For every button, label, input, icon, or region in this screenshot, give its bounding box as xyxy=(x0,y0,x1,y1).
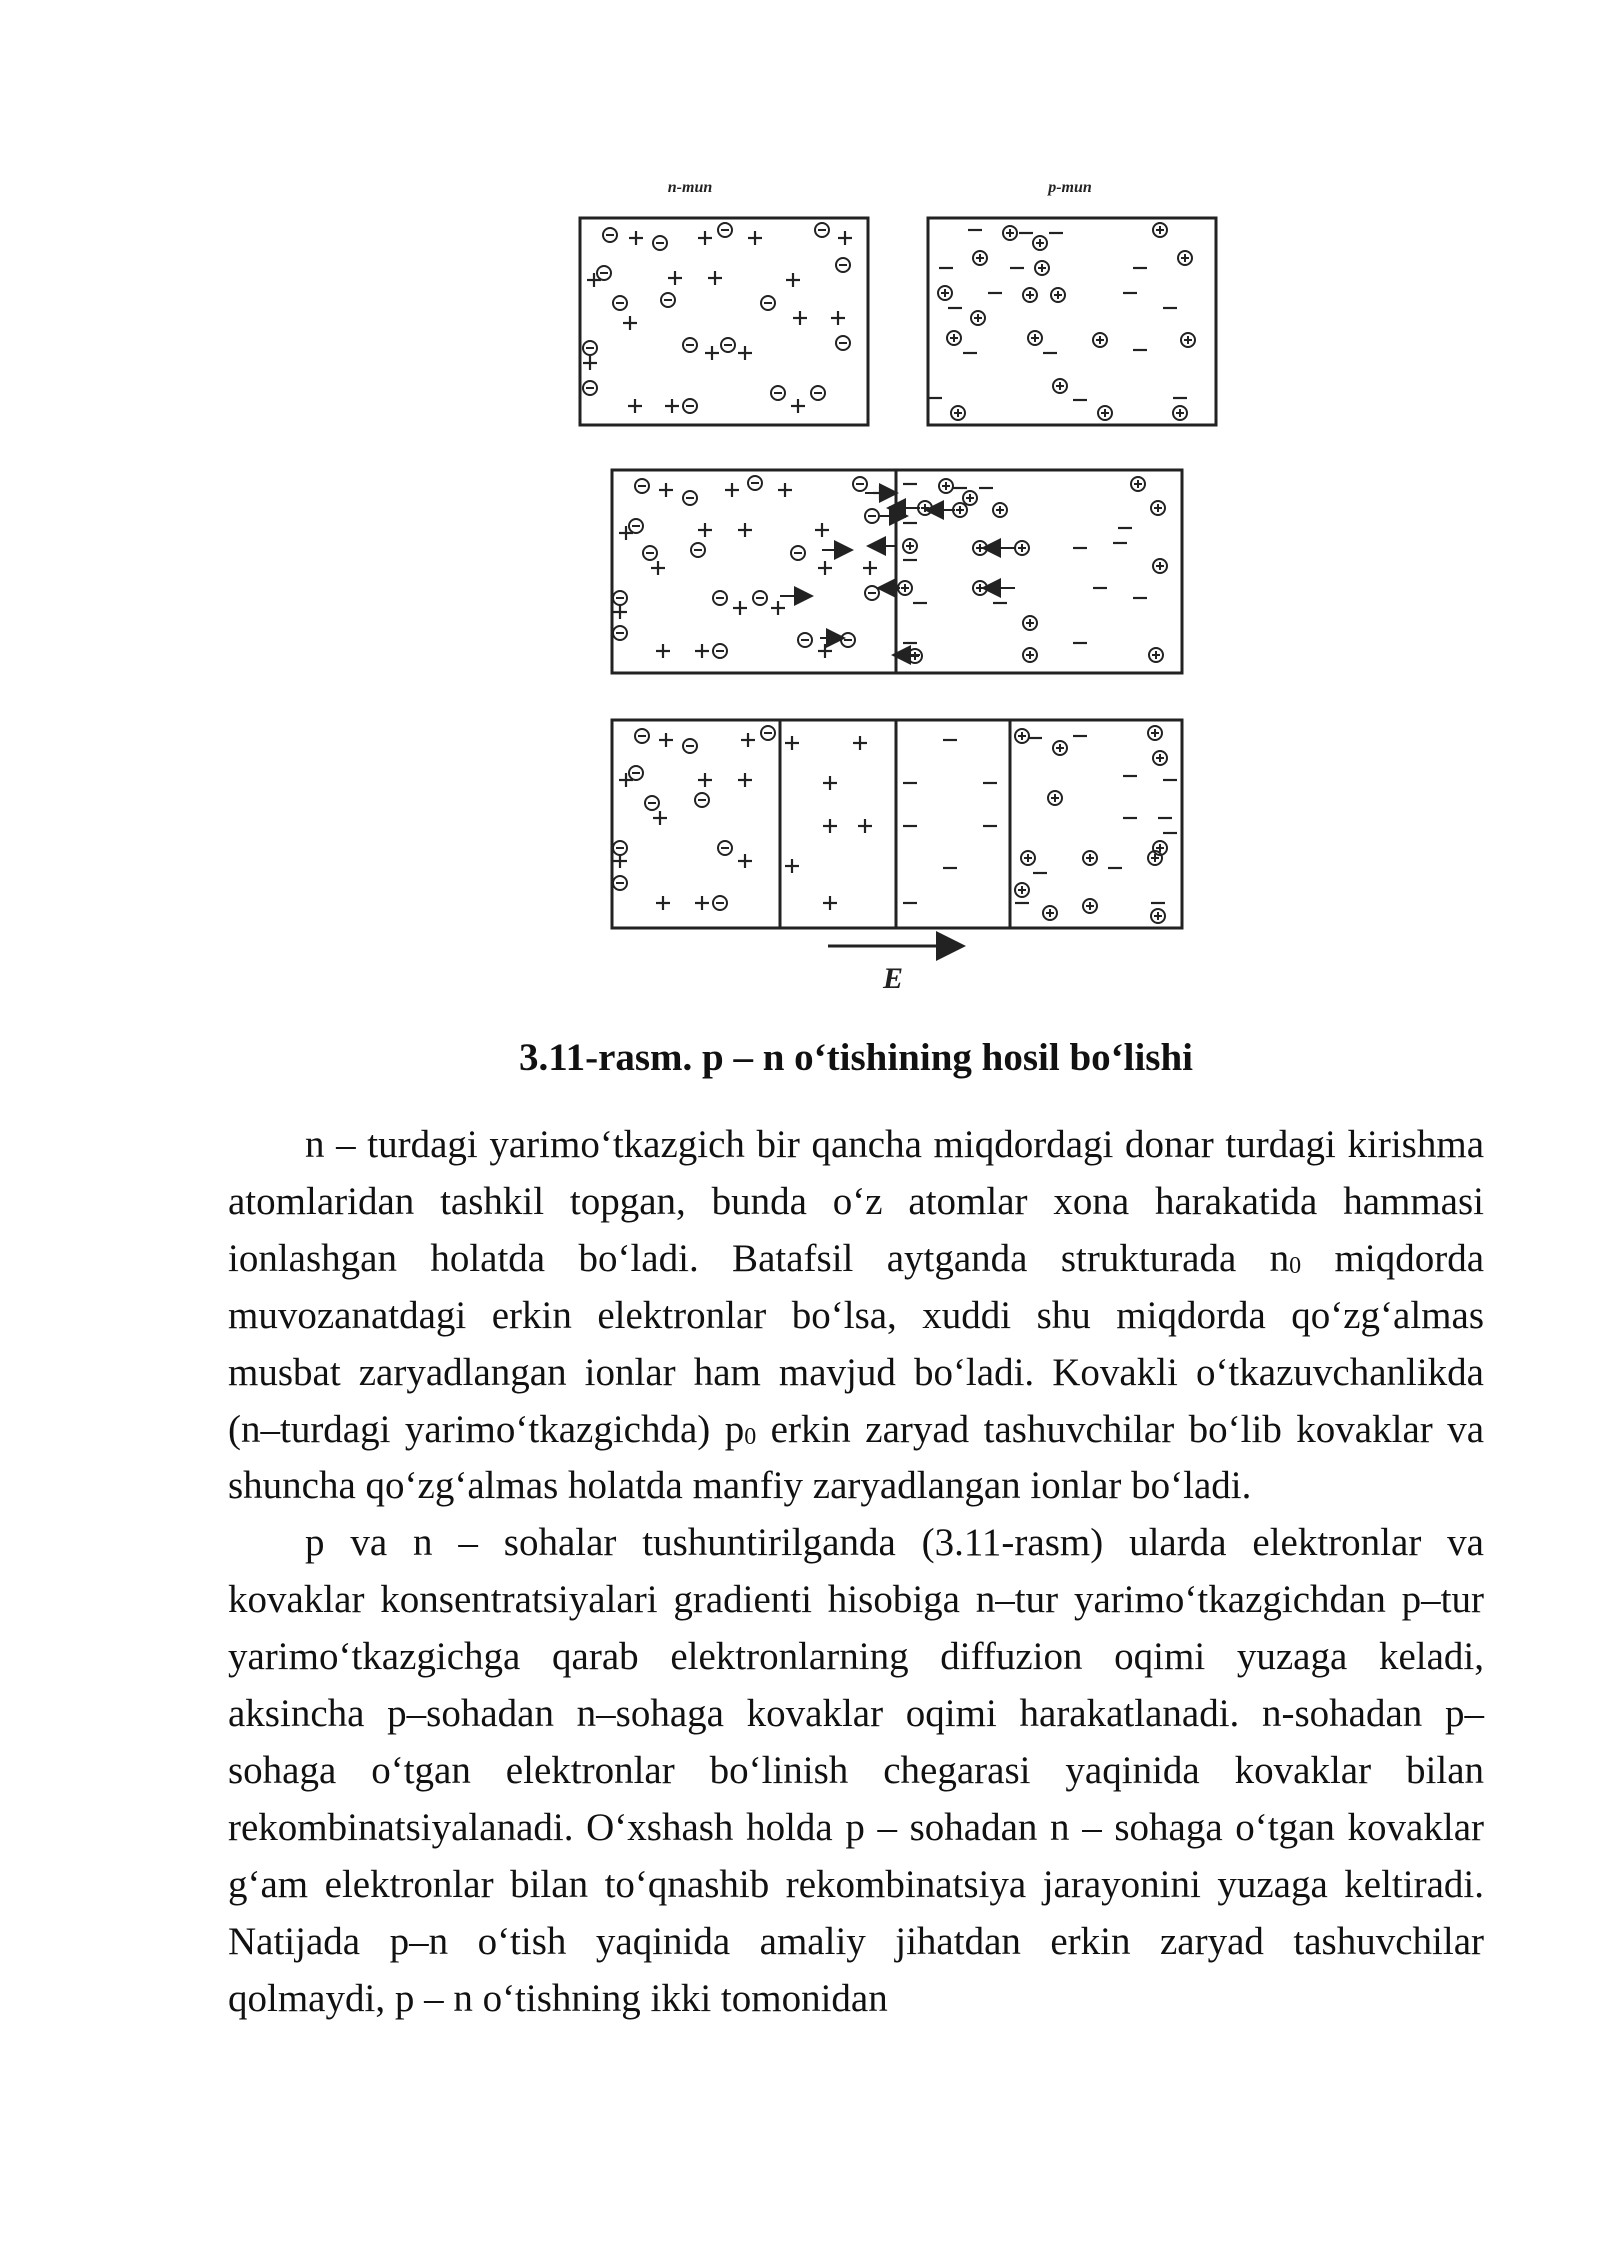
diffusion-charges xyxy=(613,476,1167,663)
paragraph-1-part-1: n – turdagi yarimo‘tkazgich bir qancha miqdordagi donar turdagi kirishma atomlaridan tashkil topgan, bunda o‘z atomlar xona harakatida hammasi ionlashgan holatda bo‘ladi. Batafsil aytganda strukturada n xyxy=(228,1123,1484,1280)
paragraph-2: p va n – sohalar tushuntirilganda (3.11-rasm) ularda elektronlar va kovaklar konsentratsiyalari gradienti hisobiga n–tur yarimo‘tkazgichdan p–tur yarimo‘tkazgichga qarab elektronlarning diffuzion oqimi yuzaga keladi, aksincha p–sohadan n–sohaga kovaklar oqimi harakatlanadi. n-sohadan p–sohaga o‘tgan elektronlar bo‘linish chegarasi yaqinida kovaklar bilan rekombinatsiyalanadi. O‘xshash holda p – sohadan n – sohaga o‘tgan kovaklar g‘am elektronlar bilan to‘qnashib rekombinatsiya jarayonini yuzaga keltiradi. Natijada p–n o‘tish yaqinida amaliy jihatdan erkin zaryad tashuvchilar qolmaydi, p – n o‘tishning ikki tomonidan xyxy=(228,1521,1484,2020)
paragraph-1-part-2: miqdorda muvozanatdagi erkin elektronlar bo‘lsa, xuddi shu miqdorda qo‘zg‘almas musbat zaryadlangan ionlar ham mavjud bo‘ladi. Kovakli o‘tkazuvchanlikda (n–turdagi yarimo‘tkazgichda) p xyxy=(228,1236,1485,1451)
paragraph-1 xyxy=(228,1117,1484,1515)
field-label: E xyxy=(882,962,904,995)
p-type-charges xyxy=(928,223,1195,420)
figure-caption: 3.11-rasm. p – n o‘tishining hosil bo‘lishi xyxy=(518,1036,1193,1079)
pn-junction-diagram xyxy=(560,168,1220,998)
body-text xyxy=(228,1117,1484,2028)
p0-subscript: 0 xyxy=(744,1423,757,1450)
n-type-charges xyxy=(583,223,852,413)
paragraph-1-part-3: erkin zaryad tashuvchilar bo‘lib kovaklar va shuncha qo‘zg‘almas holatda manfiy zaryadlangan ionlar bo‘ladi. xyxy=(228,1407,1484,1508)
pn-junction-figure xyxy=(560,168,1220,998)
n0-subscript: 0 xyxy=(1289,1252,1302,1279)
n-type-label: n-тип xyxy=(667,179,713,196)
p-type-label: p-тип xyxy=(1048,179,1092,196)
